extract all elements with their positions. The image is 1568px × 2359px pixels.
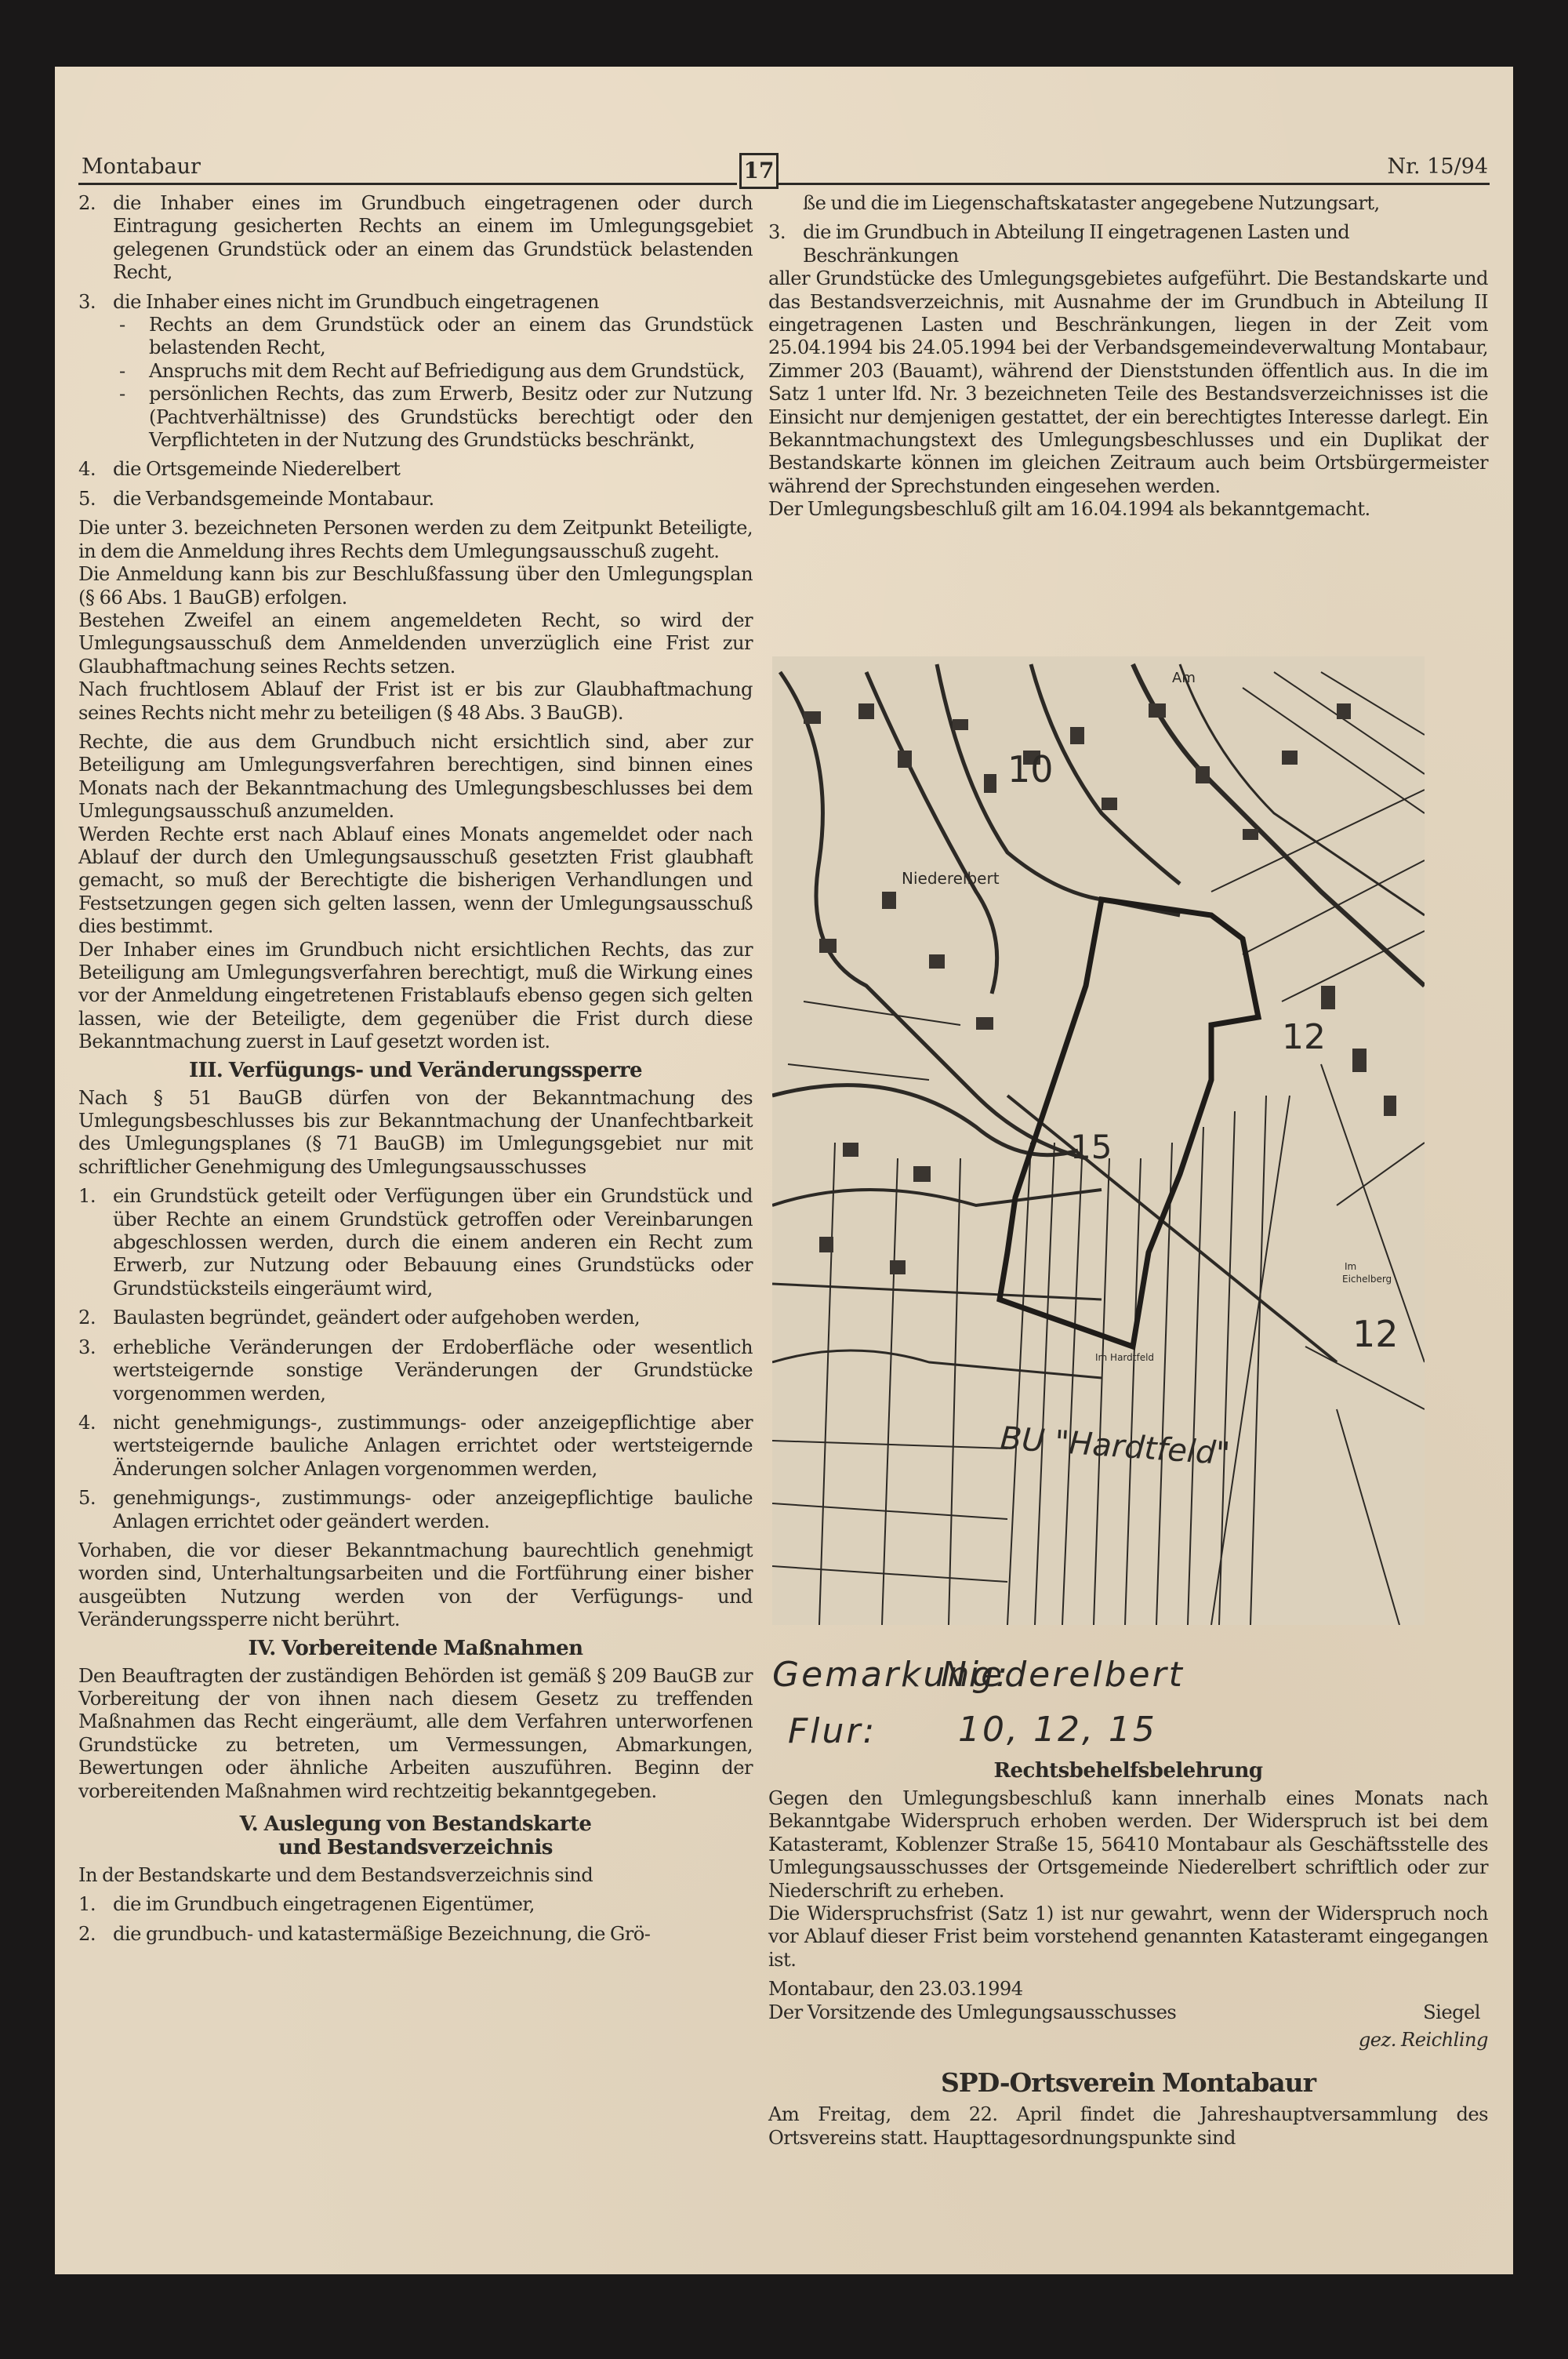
sub-text: persönlichen Rechts, das zum Erwerb, Besitz oder zur Nutzung (Pachtverhältnisse) des Grundstücks berechtigt oder den Verpflichteten in der Nutzung des Grundstücks beschränkt, <box>149 383 753 452</box>
list-number: 2. <box>78 1922 96 1945</box>
map-village-label: Niederelbert <box>902 869 1000 888</box>
header-rule-left <box>78 183 737 185</box>
paragraph: Vorhaben, die vor dieser Bekanntmachung baurechtlich genehmigt worden sind, Unterhaltungsarbeiten und die Fortführung einer bisher ausgeübten Nutzung werden von der Verfügungs- und Veränderungssperre nicht berührt. <box>78 1539 753 1631</box>
list-number: 4. <box>78 458 96 481</box>
section-heading: IV. Vorbereitende Maßnahmen <box>248 1636 583 1660</box>
signer-role: Der Vorsitzende des Umlegungsausschusses <box>768 2001 1177 2023</box>
sub-text: Anspruchs mit dem Recht auf Befriedigung aus dem Grundstück, <box>149 359 745 382</box>
sub-list-item <box>113 383 753 452</box>
article-title: SPD-Ortsverein Montabaur <box>940 2067 1316 2099</box>
list-text: genehmigungs-, zustimmungs- oder anzeigepflichtige bauliche Anlagen errichtet oder geändert werden. <box>113 1487 753 1532</box>
map-flur-label: 10 <box>1007 748 1054 791</box>
dash: - <box>119 383 125 405</box>
map-field-label: Im <box>1345 1261 1357 1272</box>
list-text: erhebliche Veränderungen der Erdoberfläche oder wesentlich wertsteigernde sonstige Veränderungen der Grundstücke vorgenommen werden, <box>113 1336 753 1405</box>
map-field-label: Im Hardtfeld <box>1095 1352 1155 1363</box>
list-text: ein Grundstück geteilt oder Verfügungen über ein Grundstück und über Rechte an einem Grundstück getroffen oder Vereinbarungen abgeschlossen werden, durch die einem anderen ein Recht zum Erwerb, zur Nutzung oder Bebauung eines Grundstücks oder Grundstücksteils eingeräumt wird, <box>113 1185 753 1299</box>
map-street-label: Am <box>1172 670 1196 686</box>
paragraph: ße und die im Liegenschaftskataster angegebene Nutzungsart, <box>803 192 1380 214</box>
list-text: die Verbandsgemeinde Montabaur. <box>113 487 434 510</box>
paragraph: Die Widerspruchsfrist (Satz 1) ist nur gewahrt, wenn der Widerspruch noch vor Ablauf dieser Frist beim vorstehend genannten Katasteramt eingegangen ist. <box>768 1903 1488 1971</box>
list-text: die Inhaber eines nicht im Grundbuch eingetragenen <box>113 290 599 313</box>
section-heading: III. Verfügungs- und Veränderungssperre <box>188 1058 643 1082</box>
paragraph: aller Grundstücke des Umlegungsgebietes aufgeführt. Die Bestandskarte und das Bestandsverzeichnis, mit Ausnahme der im Grundbuch in Abteilung II eingetragenen Lasten und Beschränkungen, liegen in der Zeit vom 25.04.1994 bis 24.05.1994 bei der Verbandsgemeindeverwaltung Montabaur, Zimmer 203 (Bauamt), während der Dienststunden öffentlich aus. In die im Satz 1 unter lfd. Nr. 3 bezeichneten Teile des Bestandsverzeichnisses ist die Einsicht nur demjenigen gestattet, der ein berechtigtes Interesse darlegt. Ein Bekanntmachungstext des Umlegungsbeschlusses und ein Duplikat der Bestandskarte können im gleichen Zeitraum auch beim Ortsbürgermeister während der Sprechstunden eingesehen werden. <box>768 267 1488 497</box>
handwritten-flur-value: 10, 12, 15 <box>958 1710 1157 1750</box>
list-item <box>78 1412 753 1481</box>
paragraph: In der Bestandskarte und dem Bestandsverzeichnis sind <box>78 1864 593 1886</box>
list-number: 5. <box>78 487 96 510</box>
list-item <box>78 458 753 481</box>
left-column <box>78 192 753 1946</box>
cadastral-map <box>772 656 1425 1625</box>
map-handwritten-bu: BU "Hardtfeld" <box>999 1420 1232 1473</box>
dash: - <box>119 314 125 336</box>
page-number-box: 17 <box>739 153 779 189</box>
list-text: die im Grundbuch in Abteilung II eingetragenen Lasten und Beschränkungen <box>803 221 1350 267</box>
list-number: 3. <box>78 290 96 313</box>
list-item <box>78 1307 753 1329</box>
handwritten-flur-label: Flur: <box>788 1711 877 1751</box>
list-item <box>768 221 1488 267</box>
list-item <box>78 1336 753 1405</box>
list-number: 1. <box>78 1893 96 1916</box>
paragraph: Die Anmeldung kann bis zur Beschlußfassung über den Umlegungsplan (§ 66 Abs. 1 BauGB) erfolgen. <box>78 563 753 609</box>
list-item <box>78 488 753 511</box>
signed-name: gez. Reichling <box>1358 2029 1488 2052</box>
list-number: 1. <box>78 1185 96 1208</box>
right-column-top <box>768 192 1488 522</box>
sub-text: Rechts an dem Grundstück oder an einem das Grundstück belastenden Recht, <box>149 314 753 359</box>
list-number: 4. <box>78 1411 96 1434</box>
paragraph: Bestehen Zweifel an einem angemeldeten Recht, so wird der Umlegungsausschuß dem Anmeldenden unverzüglich eine Frist zur Glaubhaftmachung seines Rechts setzen. <box>78 609 753 678</box>
list-item <box>78 192 753 285</box>
map-field-label: Eichelberg <box>1342 1274 1392 1285</box>
seal-text: Siegel <box>1423 2001 1480 2023</box>
list-text: die im Grundbuch eingetragenen Eigentümer, <box>113 1893 535 1916</box>
sub-list-item <box>113 314 753 360</box>
paragraph: Der Umlegungsbeschluß gilt am 16.04.1994 als bekanntgemacht. <box>768 498 1370 521</box>
list-text: nicht genehmigungs-, zustimmungs- oder anzeigepflichtige aber wertsteigernde bauliche Anlagen errichtet oder wertsteigernde Änderungen solcher Anlagen vorgenommen werden, <box>113 1411 753 1480</box>
newspaper-page <box>55 67 1513 2274</box>
paragraph: Nach § 51 BauGB dürfen von der Bekanntmachung des Umlegungsbeschlusses bis zur Bekanntmachung der Unanfechtbarkeit des Umlegungsplanes (§ 71 BauGB) im Umlegungsgebiet nur mit schriftlicher Genehmigung des Umlegungsausschusses <box>78 1086 753 1178</box>
section-heading: und Bestandsverzeichnis <box>278 1836 553 1859</box>
list-text: die grundbuch- und katastermäßige Bezeichnung, die Grö- <box>113 1922 651 1945</box>
list-item <box>78 1185 753 1300</box>
list-item <box>78 291 753 314</box>
list-number: 5. <box>78 1487 96 1510</box>
list-text: die Inhaber eines im Grundbuch eingetragenen oder durch Eintragung gesicherten Rechts an einem im Umlegungsgebiet gelegenen Grundstück oder an einem das Grundstück belastenden Recht, <box>113 192 753 284</box>
section-heading: Rechtsbehelfsbelehrung <box>993 1759 1263 1783</box>
map-flur-label: 12 <box>1352 1313 1399 1355</box>
sub-list-item <box>113 360 753 383</box>
list-text: Baulasten begründet, geändert oder aufgehoben werden, <box>113 1307 641 1329</box>
paragraph: Der Inhaber eines im Grundbuch nicht ersichtlichen Rechts, das zur Beteiligung am Umlegungsverfahren berechtigt, muß die Wirkung eines vor der Anmeldung eingetretenen Fristablaufs ebenso gegen sich gelten lassen, wie der Beteiligte, dem gegenüber die Frist durch diese Bekanntmachung zuerst in Lauf gesetzt worden ist. <box>78 938 753 1053</box>
list-item <box>78 1893 753 1916</box>
paragraph: Den Beauftragten der zuständigen Behörden ist gemäß § 209 BauGB zur Vorbereitung der von ihnen nach diesem Gesetz zu treffenden Maßnahmen das Recht eingeräumt, alle dem Verfahren unterworfenen Grundstücke zu betreten, um Vermessungen, Abmarkungen, Bewertungen oder ähnliche Arbeiten auszuführen. Beginn der vorbereitenden Maßnahmen wird rechtzeitig bekanntgegeben. <box>78 1664 753 1802</box>
map-flur-label: 12 <box>1282 1017 1326 1057</box>
paragraph: Die unter 3. bezeichneten Personen werden zu dem Zeitpunkt Beteiligte, in dem die Anmeldung ihres Rechts dem Umlegungsausschuß zugeht. <box>78 517 753 562</box>
place-date: Montabaur, den 23.03.1994 <box>768 1978 1023 2001</box>
list-number: 3. <box>78 1336 96 1358</box>
handwritten-gemarkung-value: Niederelbert <box>941 1655 1185 1695</box>
paragraph: Am Freitag, dem 22. April findet die Jahreshauptversammlung des Ortsvereins statt. Haupttagesordnungspunkte sind <box>768 2103 1488 2149</box>
header-rule-right <box>776 183 1490 185</box>
right-column-bottom <box>768 1759 1488 2150</box>
paragraph: Werden Rechte erst nach Ablauf eines Monats angemeldet oder nach Ablauf der durch den Umlegungsausschuß gesetzten Frist glaubhaft gemacht, so muß der Berechtigte die bisherigen Verhandlungen und Festsetzungen gegen sich gelten lassen, wenn der Umlegungsausschuß dies bestimmt. <box>78 823 753 938</box>
paragraph: Gegen den Umlegungsbeschluß kann innerhalb eines Monats nach Bekanntgabe Widerspruch erhoben werden. Der Widerspruch ist bei dem Katasteramt, Koblenzer Straße 15, 56410 Montabaur als Geschäftsstelle des Umlegungsausschusses der Ortsgemeinde Niederelbert schriftlich oder zur Niederschrift zu erheben. <box>768 1787 1488 1902</box>
signature-row <box>768 2001 1488 2024</box>
list-text: die Ortsgemeinde Niederelbert <box>113 458 401 481</box>
paragraph: Nach fruchtlosem Ablauf der Frist ist er bis zur Glaubhaftmachung seines Rechts nicht mehr zu beteiligen (§ 48 Abs. 3 BauGB). <box>78 678 753 724</box>
list-number: 2. <box>78 192 96 214</box>
paragraph: Rechte, die aus dem Grundbuch nicht ersichtlich sind, aber zur Beteiligung am Umlegungsverfahren berechtigen, sind binnen eines Monats nach der Bekanntmachung des Umlegungsbeschlusses bei dem Umlegungsausschuß anzumelden. <box>78 730 753 823</box>
list-item <box>78 1487 753 1533</box>
dash: - <box>119 359 125 382</box>
header-town: Montabaur <box>82 154 201 179</box>
section-heading: V. Auslegung von Bestandskarte <box>239 1812 592 1836</box>
handwritten-gemarkung-label: Gemarkung: <box>772 1655 1011 1695</box>
map-flur-label: 15 <box>1070 1128 1112 1166</box>
header-issue: Nr. 15/94 <box>1387 154 1488 179</box>
list-number: 2. <box>78 1307 96 1329</box>
list-number: 3. <box>768 221 786 244</box>
list-item <box>78 1923 753 1946</box>
